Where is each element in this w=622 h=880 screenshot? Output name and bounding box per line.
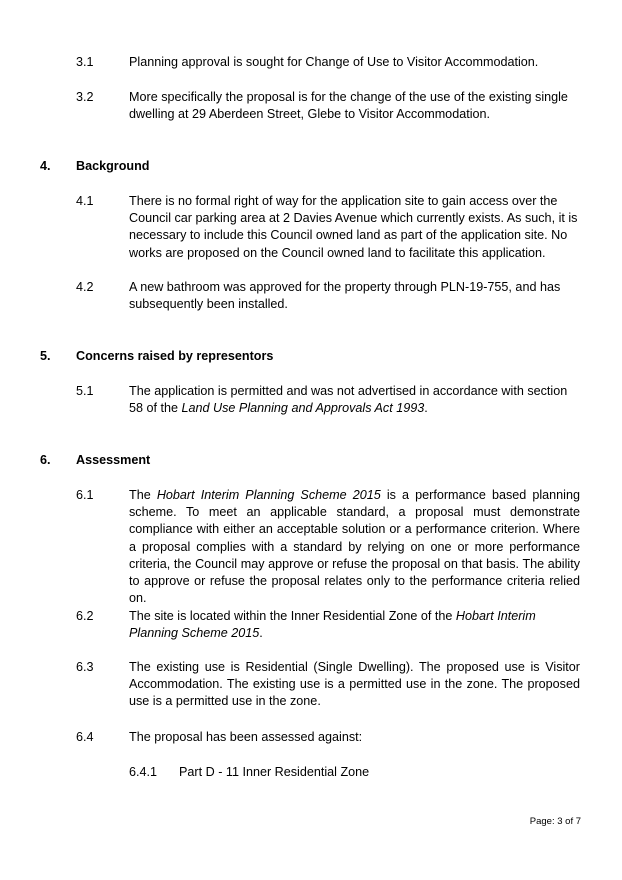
paragraph-text [129, 487, 580, 607]
text-run: The site is located within the Inner Residential Zone of the [129, 609, 456, 623]
heading-number: 4. [40, 159, 51, 173]
paragraph-text: Planning approval is sought for Change of Use to Visitor Accommodation. [129, 55, 539, 69]
paragraph-number: 3.2 [76, 90, 94, 104]
paragraph-number: 6.2 [76, 609, 94, 623]
paragraph-6-4 [76, 729, 580, 746]
scheme-title: Hobart Interim Planning Scheme 2015 [156, 488, 381, 502]
paragraph-text: More specifically the proposal is for the change of the use of the existing single dwelling at 29 Aberdeen Street, Glebe to Visitor Accommodation. [129, 90, 568, 122]
heading-text: Concerns raised by representors [76, 349, 274, 363]
section-heading-5 [40, 348, 273, 365]
text-run: is a performance based planning scheme. To meet an applicable standard, a proposal must demonstrate compliance with either an acceptable solution or a performance criterion. Where a proposal complies with a standard by relying on one or more performance criteria, the Council may approve or refuse the proposal on that basis. The ability to approve or refuse the proposal relates only to the performance criteria relied on. [129, 488, 580, 606]
paragraph-6-3 [76, 659, 580, 711]
paragraph-number: 5.1 [76, 384, 94, 398]
paragraph-4-1 [76, 193, 580, 262]
heading-number: 6. [40, 453, 51, 467]
paragraph-text [129, 383, 580, 417]
heading-text: Background [76, 159, 150, 173]
text-run: . [259, 626, 263, 641]
act-title: Land Use Planning and Approvals Act 1993 [181, 401, 425, 416]
paragraph-text: A new bathroom was approved for the property through PLN-19-755, and has subsequently been installed. [129, 280, 561, 312]
paragraph-text: The proposal has been assessed against: [129, 730, 363, 744]
text-run: . [424, 401, 428, 416]
paragraph-number: 3.1 [76, 55, 94, 69]
paragraph-text [129, 608, 580, 642]
text-run: The [129, 488, 157, 502]
paragraph-5-1 [76, 383, 580, 417]
subparagraph-number: 6.4.1 [129, 765, 158, 779]
paragraph-6-2 [76, 608, 580, 642]
heading-text: Assessment [76, 453, 151, 467]
section-heading-4 [40, 158, 149, 175]
paragraph-6-1 [76, 487, 580, 607]
paragraph-text: The existing use is Residential (Single Dwelling). The proposed use is Visitor Accommodation. The existing use is a permitted use in the zone. The proposed use is a permitted use in the zone. [129, 660, 580, 709]
paragraph-number: 6.3 [76, 660, 94, 674]
paragraph-number: 4.2 [76, 280, 94, 294]
heading-number: 5. [40, 349, 51, 363]
paragraph-text: There is no formal right of way for the application site to gain access over the Council car parking area at 2 Davies Avenue which currently exists. As such, it is necessary to include this Council owned land as part of the application site. No works are proposed on the Council owned land to facilitate this application. [129, 194, 578, 260]
paragraph-number: 6.1 [76, 488, 94, 502]
page-number-footer: Page: 3 of 7 [529, 816, 581, 827]
paragraph-number: 4.1 [76, 194, 94, 208]
subparagraph-6-4-1 [129, 764, 369, 781]
paragraph-3-2 [76, 89, 580, 123]
paragraph-number: 6.4 [76, 730, 94, 744]
text-run: The application is permitted and was not advertised in accordance with section 58 of the [129, 384, 568, 416]
subparagraph-text: Part D - 11 Inner Residential Zone [179, 765, 370, 779]
scheme-title: Hobart Interim Planning Scheme 2015 [129, 609, 536, 641]
paragraph-4-2 [76, 279, 580, 313]
paragraph-3-1 [76, 54, 580, 71]
section-heading-6 [40, 452, 150, 469]
